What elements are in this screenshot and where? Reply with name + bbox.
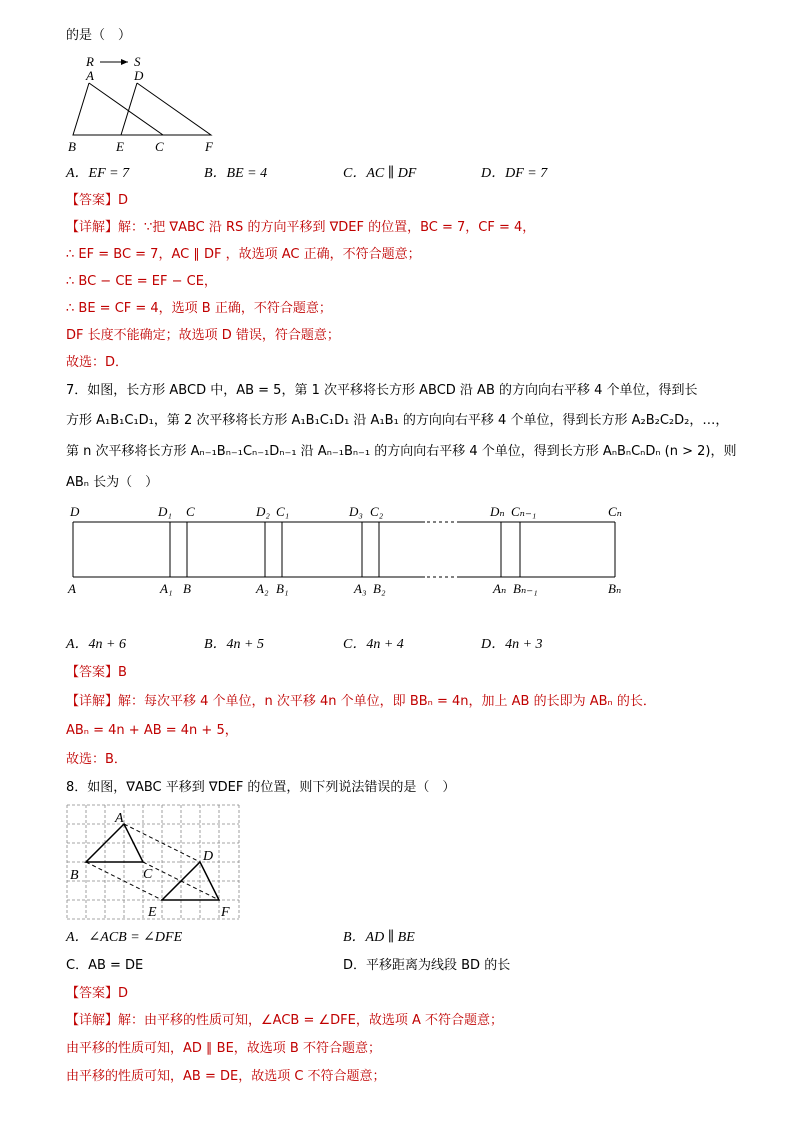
- q7-bottom-label: A₁: [160, 581, 173, 596]
- q6-option-d: D．DF = 7: [481, 166, 548, 181]
- q7-option-d: D．4n + 3: [481, 637, 543, 652]
- q7-top-label: Cₙ: [608, 504, 622, 519]
- q8-label-E: E: [148, 905, 157, 920]
- q8-explain-line: 由平移的性质可知，AB = DE，故选项 C 不符合题意；: [66, 1069, 386, 1084]
- q6-option-c: C．AC ∥ DF: [343, 166, 417, 181]
- q6-label-B: B: [68, 139, 76, 154]
- q7-bottom-label: Aₙ: [493, 581, 507, 596]
- q7-stem-line: ABₙ 长为（ ）: [66, 475, 159, 490]
- q7-top-label: Dₙ: [490, 504, 505, 519]
- q7-bottom-label: A₂: [256, 581, 269, 596]
- q7-bottom-label: A₃: [354, 581, 367, 596]
- q7-bottom-label: B: [183, 581, 191, 596]
- q6-label-A: A: [86, 68, 94, 83]
- q6-label-E: E: [116, 139, 124, 154]
- q6-explain-line: ∴ BC − CE = EF − CE，: [66, 274, 217, 289]
- q6-explain-line: ∴ EF = BC = 7，AC ∥ DF ，故选项 AC 正确，不符合题意；: [66, 247, 421, 262]
- q7-top-label: C₁: [276, 504, 290, 519]
- q7-explain-line: 故选：B．: [66, 752, 127, 767]
- q7-explain-line: ABₙ = 4n + AB = 4n + 5，: [66, 723, 238, 738]
- q7-option-b: B．4n + 5: [204, 637, 264, 652]
- q6-label-C: C: [155, 139, 164, 154]
- q6-answer: 【答案】D: [66, 193, 129, 208]
- q7-bottom-label: B₂: [373, 581, 386, 596]
- q6-label-F: F: [205, 139, 213, 154]
- q7-top-label: D₂: [256, 504, 270, 519]
- q6-explain-line: 【详解】解：∵把 ∇ABC 沿 RS 的方向平移到 ∇DEF 的位置，BC = 7，CF = 4，: [66, 220, 536, 235]
- q8-label-B: B: [70, 868, 79, 883]
- q7-bottom-label: A: [68, 581, 76, 596]
- q8-label-A: A: [115, 811, 124, 826]
- q6-option-a: A．EF = 7: [66, 166, 130, 181]
- q8-option-b: B．AD ∥ BE: [343, 930, 415, 945]
- q6-explain-line: ∴ BE = CF = 4，选项 B 正确，不符合题意；: [66, 301, 332, 316]
- q7-top-label: D: [70, 504, 80, 519]
- q7-explain-line: 【详解】解：每次平移 4 个单位，n 次平移 4n 个单位，即 BBₙ = 4n，加上 AB 的长即为 ABₙ 的长．: [66, 694, 656, 709]
- q8-option-a: A．∠ACB = ∠DFE: [66, 930, 183, 945]
- q6-label-D: D: [134, 68, 144, 83]
- q7-top-label: C₂: [370, 504, 384, 519]
- q8-figure: [66, 804, 242, 920]
- q8-answer: 【答案】D: [66, 986, 129, 1001]
- q6-label-R: R: [86, 54, 94, 69]
- q6-stem-tail: 的是（ ）: [66, 28, 132, 43]
- q7-bottom-label: Bₙ₋₁: [513, 581, 538, 596]
- q8-stem: 8．如图，∇ABC 平移到 ∇DEF 的位置，则下列说法错误的是（ ）: [66, 780, 456, 795]
- q7-top-label: D₃: [349, 504, 363, 519]
- q7-stem-line: 7．如图，长方形 ABCD 中，AB = 5，第 1 次平移将长方形 ABCD 沿 AB 的方向向右平移 4 个单位，得到长: [66, 383, 698, 398]
- q7-top-label: D₁: [158, 504, 172, 519]
- q7-bottom-label: B₁: [276, 581, 289, 596]
- q7-stem-line: 方形 A₁B₁C₁D₁，第 2 次平移将长方形 A₁B₁C₁D₁ 沿 A₁B₁ 的方向向右平移 4 个单位，得到长方形 A₂B₂C₂D₂，…，: [66, 413, 729, 428]
- q6-label-S: S: [134, 54, 141, 69]
- q8-option-c: C．AB = DE: [66, 958, 144, 973]
- q6-option-b: B．BE = 4: [204, 166, 268, 181]
- q7-answer: 【答案】B: [66, 665, 127, 680]
- q8-label-F: F: [221, 905, 230, 920]
- q8-explain-line: 由平移的性质可知，AD ∥ BE，故选项 B 不符合题意；: [66, 1041, 381, 1056]
- q7-option-c: C．4n + 4: [343, 637, 404, 652]
- q7-figure: [60, 500, 640, 602]
- q6-explain-line: DF 长度不能确定；故选项 D 错误，符合题意；: [66, 328, 340, 343]
- q7-top-label: C: [186, 504, 195, 519]
- q6-explain-line: 故选：D．: [66, 355, 129, 370]
- q7-stem-line: 第 n 次平移将长方形 Aₙ₋₁Bₙ₋₁Cₙ₋₁Dₙ₋₁ 沿 Aₙ₋₁Bₙ₋₁ 的方向向右平移 4 个单位，得到长方形 AₙBₙCₙDₙ (n > 2)，则: [66, 444, 737, 459]
- q8-label-D: D: [203, 849, 214, 864]
- q7-option-a: A．4n + 6: [66, 637, 126, 652]
- q8-option-d: D．平移距离为线段 BD 的长: [343, 958, 511, 973]
- q7-bottom-label: Bₙ: [608, 581, 622, 596]
- q8-label-C: C: [143, 867, 153, 882]
- q7-top-label: Cₙ₋₁: [511, 504, 537, 519]
- q8-explain-line: 【详解】解：由平移的性质可知，∠ACB = ∠DFE，故选项 A 不符合题意；: [66, 1013, 503, 1028]
- q6-figure: [60, 50, 230, 155]
